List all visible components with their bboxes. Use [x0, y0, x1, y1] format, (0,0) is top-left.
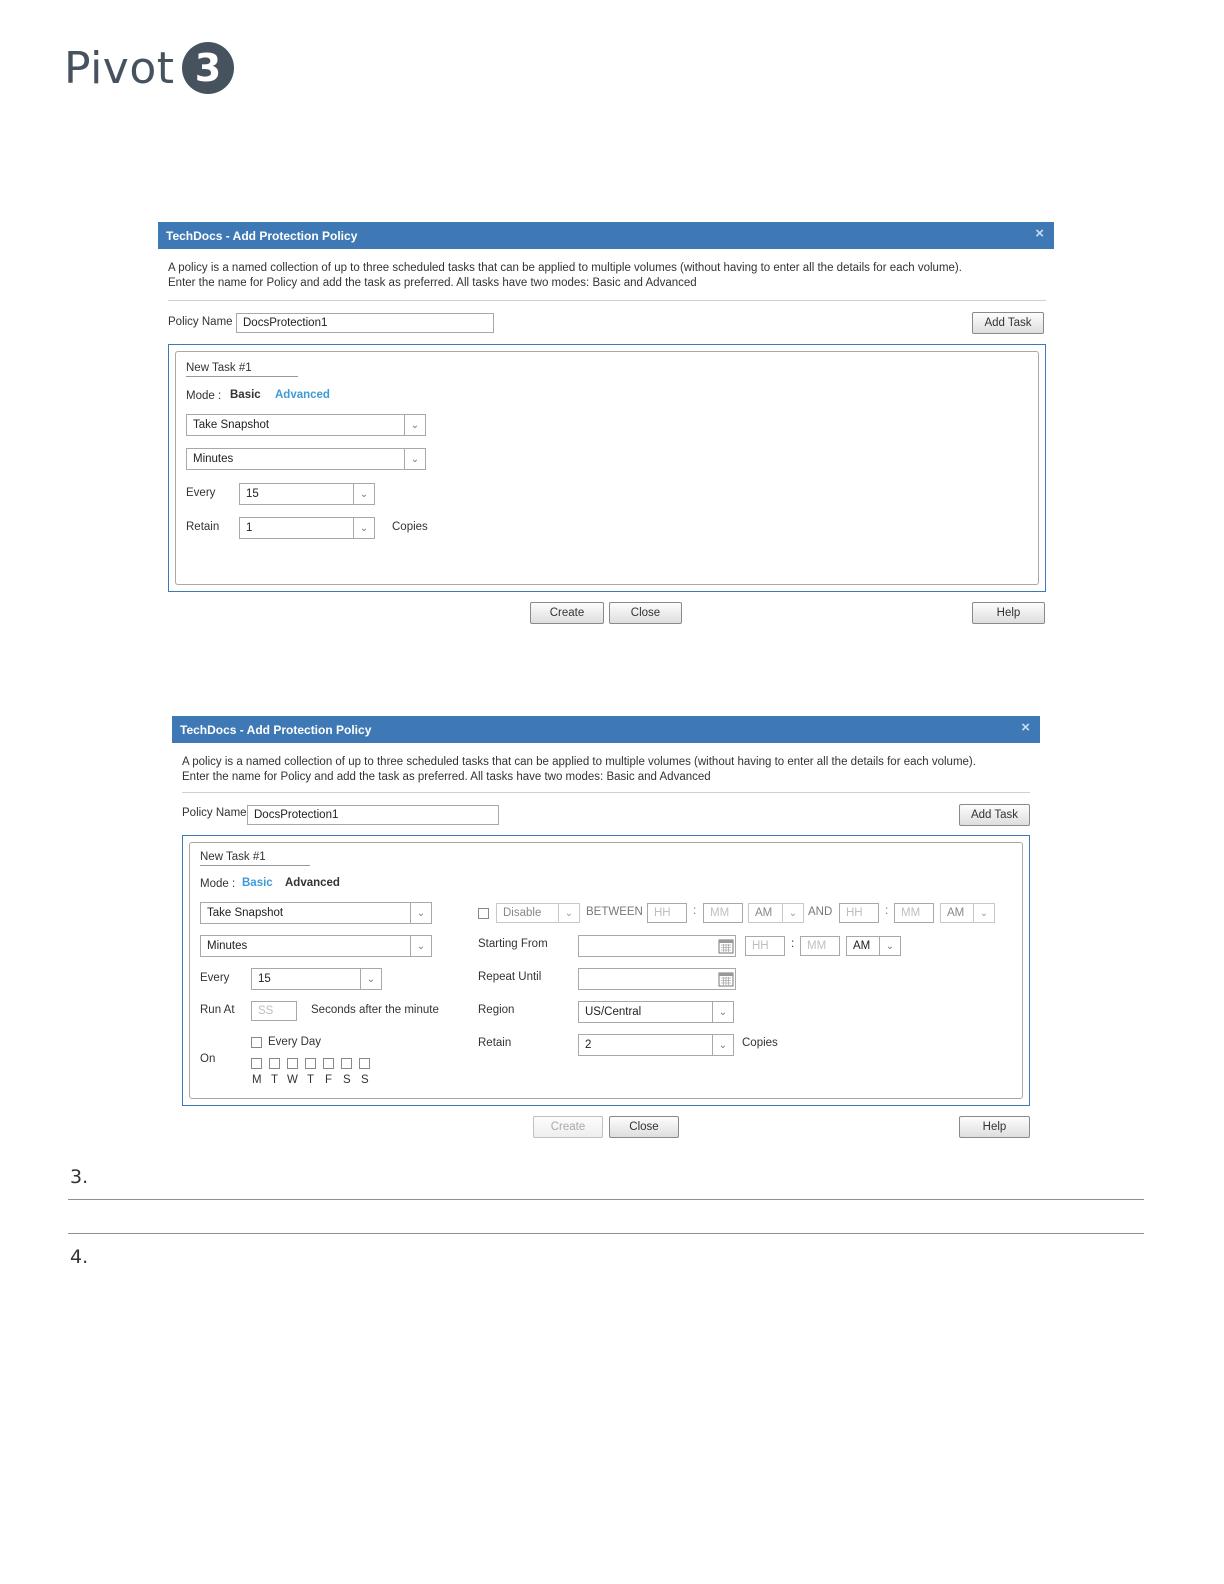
help-button[interactable]: Help	[959, 1116, 1030, 1138]
divider	[182, 792, 1030, 793]
add-task-button[interactable]: Add Task	[959, 804, 1030, 826]
repeat-until-date-input[interactable]	[578, 968, 736, 990]
and-minute-input[interactable]: MM	[894, 903, 934, 923]
add-policy-dialog-advanced	[172, 716, 1040, 1144]
time-separator: :	[693, 905, 697, 917]
svg-text:3: 3	[194, 46, 221, 90]
policy-name-label: Policy Name	[182, 807, 247, 819]
logo-text: Pivot	[64, 42, 175, 94]
add-policy-dialog-basic	[158, 222, 1054, 632]
region-select[interactable]	[578, 1001, 734, 1023]
dialog-title: TechDocs - Add Protection Policy	[180, 722, 372, 737]
start-ampm-value: AM	[853, 940, 871, 952]
copies-label: Copies	[392, 521, 428, 533]
task-name[interactable]: New Task #1	[186, 362, 298, 377]
create-button[interactable]: Create	[530, 602, 604, 624]
time-separator: :	[791, 938, 795, 950]
every-day-checkbox[interactable]	[251, 1037, 262, 1048]
every-select[interactable]	[239, 483, 375, 505]
day-checkbox-tuesday[interactable]	[269, 1058, 280, 1069]
day-label-thursday: T	[307, 1074, 315, 1086]
chevron-down-icon: ⌄	[712, 1002, 733, 1022]
run-at-label: Run At	[200, 1004, 235, 1016]
close-button[interactable]: Close	[609, 1116, 679, 1138]
every-label: Every	[200, 972, 230, 984]
interval-unit-value: Minutes	[207, 940, 248, 952]
and-ampm-value: AM	[947, 907, 965, 919]
every-day-label: Every Day	[268, 1036, 322, 1048]
mode-label: Mode :	[186, 390, 222, 402]
every-value: 15	[258, 973, 271, 985]
chevron-down-icon: ⌄	[353, 484, 374, 504]
chevron-down-icon: ⌄	[404, 449, 425, 469]
chevron-down-icon: ⌄	[712, 1035, 733, 1055]
action-select-value: Take Snapshot	[193, 419, 270, 431]
step-number-4: 4.	[70, 1246, 89, 1268]
day-checkbox-friday[interactable]	[323, 1058, 334, 1069]
pivot3-logo	[64, 38, 235, 98]
interval-unit-select[interactable]	[186, 448, 426, 470]
dialog-titlebar	[158, 222, 1054, 249]
retain-value: 1	[246, 522, 253, 534]
day-label-saturday: S	[343, 1074, 351, 1086]
step-number-3: 3.	[70, 1166, 89, 1188]
policy-name-input[interactable]: DocsProtection1	[247, 805, 499, 825]
action-select-value: Take Snapshot	[207, 907, 284, 919]
policy-name-input[interactable]: DocsProtection1	[236, 313, 494, 333]
action-select[interactable]	[186, 414, 426, 436]
retain-select[interactable]	[578, 1034, 734, 1056]
chevron-down-icon: ⌄	[558, 904, 579, 922]
description-line-2: Enter the name for Policy and add the task as preferred. All tasks have two modes: Basic and Advanced	[182, 771, 711, 783]
day-checkbox-saturday[interactable]	[341, 1058, 352, 1069]
run-at-suffix: Seconds after the minute	[311, 1004, 439, 1016]
day-checkbox-thursday[interactable]	[305, 1058, 316, 1069]
retain-select[interactable]	[239, 517, 375, 539]
disable-select-value: Disable	[503, 907, 542, 919]
retain-value: 2	[585, 1039, 592, 1051]
description-line-1: A policy is a named collection of up to three scheduled tasks that can be applied to multiple volumes (without having to enter all the details for each volume).	[168, 262, 962, 274]
starting-from-date-input[interactable]	[578, 935, 736, 957]
dialog-titlebar	[172, 716, 1040, 743]
on-label: On	[200, 1053, 216, 1065]
chevron-down-icon: ⌄	[410, 936, 431, 956]
dialog-description	[158, 249, 1054, 291]
mode-basic-tab[interactable]: Basic	[230, 389, 261, 401]
between-ampm-select[interactable]	[748, 903, 804, 923]
close-icon[interactable]: ×	[1021, 719, 1030, 736]
close-icon[interactable]: ×	[1035, 225, 1044, 242]
chevron-down-icon: ⌄	[404, 415, 425, 435]
region-value: US/Central	[585, 1006, 642, 1018]
and-hour-input[interactable]: HH	[839, 903, 879, 923]
disable-window-checkbox[interactable]	[478, 908, 489, 919]
chevron-down-icon: ⌄	[879, 937, 900, 955]
between-minute-input[interactable]: MM	[703, 903, 743, 923]
day-label-tuesday: T	[271, 1074, 279, 1086]
mode-advanced-link[interactable]: Advanced	[275, 389, 330, 401]
description-line-2: Enter the name for Policy and add the task as preferred. All tasks have two modes: Basic and Advanced	[168, 277, 697, 289]
step-divider	[68, 1199, 1144, 1200]
day-checkbox-monday[interactable]	[251, 1058, 262, 1069]
disable-select[interactable]	[496, 903, 580, 923]
day-label-friday: F	[325, 1074, 333, 1086]
dialog-title: TechDocs - Add Protection Policy	[166, 228, 358, 243]
description-line-1: A policy is a named collection of up to three scheduled tasks that can be applied to multiple volumes (without having to enter all the details for each volume).	[182, 756, 976, 768]
start-minute-input[interactable]: MM	[800, 936, 840, 956]
task-name[interactable]: New Task #1	[200, 851, 310, 866]
day-label-monday: M	[252, 1074, 262, 1086]
every-label: Every	[186, 487, 216, 499]
dialog-description	[172, 743, 1040, 785]
start-ampm-select[interactable]	[846, 936, 901, 956]
add-task-button[interactable]: Add Task	[972, 312, 1044, 334]
step-divider	[68, 1233, 1144, 1234]
retain-label: Retain	[186, 521, 220, 533]
calendar-icon[interactable]	[718, 938, 734, 954]
and-label: AND	[808, 906, 833, 918]
every-value: 15	[246, 488, 259, 500]
interval-unit-select[interactable]	[200, 935, 432, 957]
between-label: BETWEEN	[586, 906, 643, 918]
time-separator: :	[885, 905, 889, 917]
interval-unit-value: Minutes	[193, 453, 234, 465]
chevron-down-icon: ⌄	[782, 904, 803, 922]
chevron-down-icon: ⌄	[360, 969, 381, 989]
action-select[interactable]	[200, 902, 432, 924]
region-label: Region	[478, 1004, 515, 1016]
every-select[interactable]	[251, 968, 382, 990]
chevron-down-icon: ⌄	[973, 904, 994, 922]
repeat-until-label: Repeat Until	[478, 971, 542, 983]
logo-mark-icon	[181, 41, 235, 95]
policy-name-label: Policy Name	[168, 316, 233, 328]
run-at-seconds-input[interactable]: SS	[251, 1001, 297, 1021]
chevron-down-icon: ⌄	[353, 518, 374, 538]
retain-label: Retain	[478, 1037, 512, 1049]
between-hour-input[interactable]: HH	[647, 903, 687, 923]
starting-from-label: Starting From	[478, 938, 548, 950]
copies-label: Copies	[742, 1037, 778, 1049]
mode-basic-link[interactable]: Basic	[242, 877, 273, 889]
day-label-wednesday: W	[287, 1074, 298, 1086]
start-hour-input[interactable]: HH	[745, 936, 785, 956]
between-ampm-value: AM	[755, 907, 773, 919]
calendar-icon[interactable]	[718, 971, 734, 987]
chevron-down-icon: ⌄	[410, 903, 431, 923]
close-button[interactable]: Close	[609, 602, 682, 624]
create-button[interactable]: Create	[533, 1116, 603, 1138]
day-checkbox-sunday[interactable]	[359, 1058, 370, 1069]
and-ampm-select[interactable]	[940, 903, 995, 923]
divider	[168, 300, 1046, 301]
day-label-sunday: S	[361, 1074, 369, 1086]
day-checkbox-wednesday[interactable]	[287, 1058, 298, 1069]
mode-label: Mode :	[200, 878, 236, 890]
mode-advanced-tab[interactable]: Advanced	[285, 877, 340, 889]
help-button[interactable]: Help	[972, 602, 1045, 624]
